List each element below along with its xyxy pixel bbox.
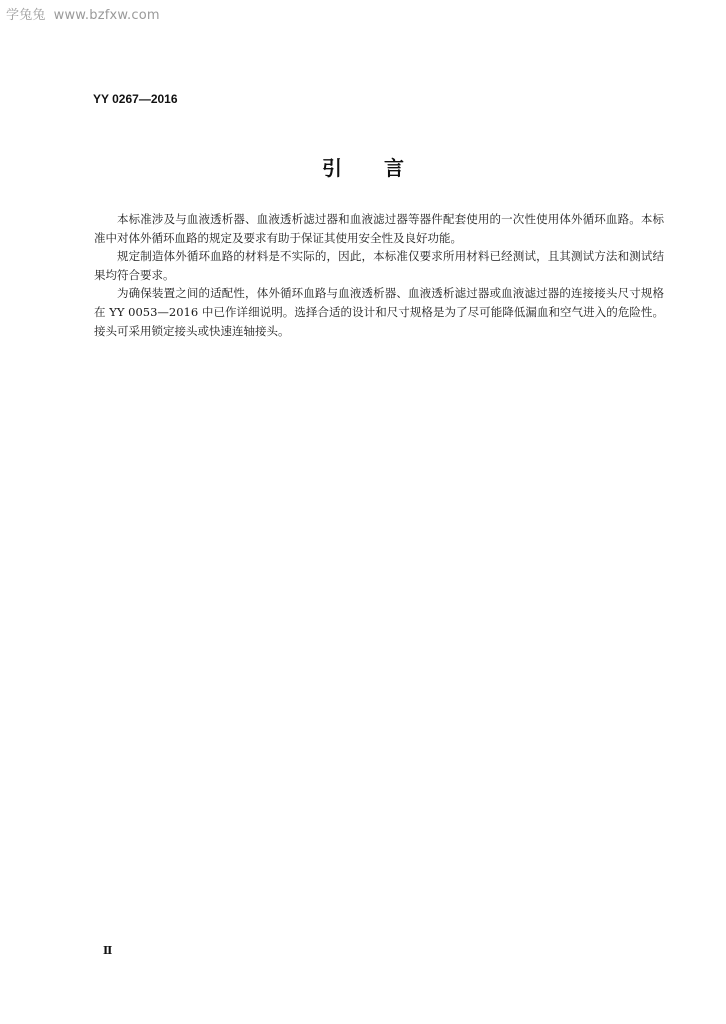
watermark: [6, 4, 160, 23]
watermark-site-name: 学兔兔: [6, 8, 46, 23]
body-text: [94, 210, 664, 340]
paragraph: 规定制造体外循环血路的材料是不实际的，因此，本标准仅要求所用材料已经测试，且其测试方法和测试结果均符合要求。: [94, 249, 664, 282]
document-code: YY 0267—2016: [93, 92, 178, 106]
paragraph: 本标准涉及与血液透析器、血液透析滤过器和血液滤过器等器件配套使用的一次性使用体外循环血路。本标准中对体外循环血路的规定及要求有助于保证其使用安全性及良好功能。: [94, 212, 664, 245]
watermark-url: www.bzfxw.com: [53, 8, 160, 23]
page-title: 引言: [322, 156, 446, 180]
page-number: Ⅱ: [103, 944, 113, 957]
paragraph: 为确保装置之间的适配性，体外循环血路与血液透析器、血液透析滤过器或血液滤过器的连接接头尺寸规格在 YY 0053—2016 中已作详细说明。选择合适的设计和尺寸规格是为了尽可能降低漏血和空气进入的危险性。接头可采用锁定接头或快速连轴接头。: [94, 286, 664, 338]
